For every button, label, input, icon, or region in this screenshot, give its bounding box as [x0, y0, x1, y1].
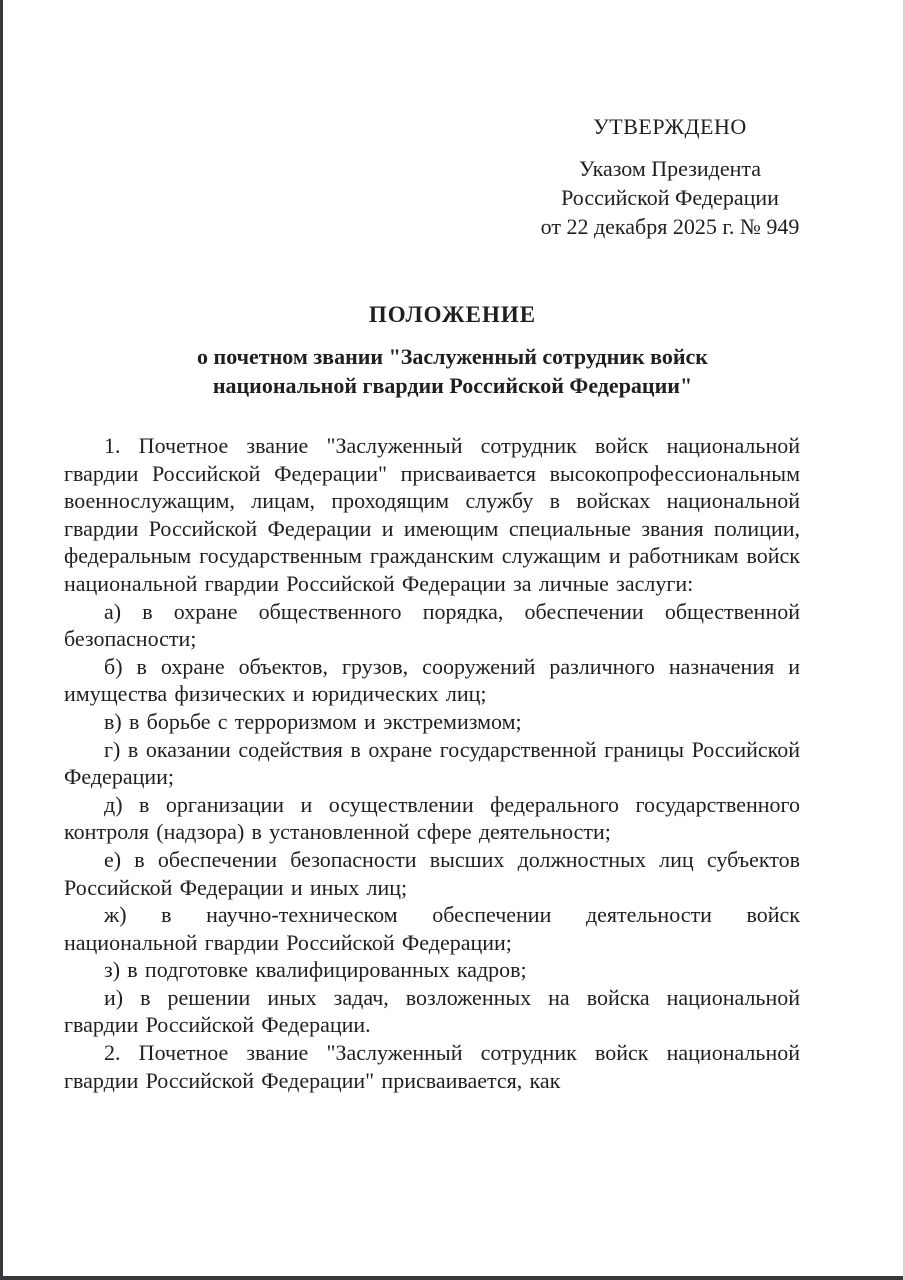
document-subtitle-line1: о почетном звании "Заслуженный сотрудник войск — [197, 344, 708, 369]
document-body — [64, 432, 800, 1094]
photo-frame-bottom-edge — [0, 1276, 905, 1280]
approval-date-number: от 22 декабря 2025 г. № 949 — [540, 214, 800, 239]
document-subtitle — [40, 342, 865, 400]
document-subtitle-line2: национальной гвардии Российской Федерации" — [212, 373, 693, 398]
paragraph: в) в борьбе с терроризмом и экстремизмом; — [104, 708, 522, 734]
title-block — [40, 300, 865, 400]
approved-stamp-text: УТВЕРЖДЕНО — [593, 114, 747, 139]
document-title: ПОЛОЖЕНИЕ — [368, 302, 537, 327]
paragraph: з) в подготовке квалифицированных кадров; — [104, 957, 527, 983]
paragraph: и) в решении иных задач, возложенных на войска национальной гвардии Российской Федерации. — [64, 984, 800, 1038]
paragraph: а) в охране общественного порядка, обеспечении общественной безопасности; — [64, 598, 800, 652]
paragraph: б) в охране объектов, грузов, сооружений различного назначения и имущества физических и юридических лиц; — [64, 653, 800, 707]
approval-block — [520, 112, 820, 241]
paragraph: г) в оказании содействия в охране государственной границы Российской Федерации; — [64, 736, 800, 790]
paragraph: е) в обеспечении безопасности высших должностных лиц субъектов Российской Федерации и иных лиц; — [64, 846, 800, 900]
approval-authority-line2: Российской Федерации — [561, 185, 779, 210]
paragraph: ж) в научно-техническом обеспечении деятельности войск национальной гвардии Российской Федерации; — [64, 902, 800, 955]
photo-frame-left-edge — [0, 0, 3, 1280]
paragraph: д) в организации и осуществлении федерального государственного контроля (надзора) в установленной сфере деятельности; — [64, 791, 800, 845]
paragraph: 2. Почетное звание "Заслуженный сотрудник войск национальной гвардии Российской Федерации" присваивается, как — [64, 1040, 800, 1093]
approval-authority-line: Указом Президента — [578, 156, 762, 181]
paragraph: 1. Почетное звание "Заслуженный сотрудник войск национальной гвардии Российской Федерации" присваивается высокопрофессиональным военнослужащим, лицам, проходящим службу в войсках национальной гвардии Российской Федерации и имеющим специальные звания полиции, федеральным государственным гражданским служащим и работникам войск национальной гвардии Российской Федерации за личные заслуги: — [64, 433, 800, 596]
